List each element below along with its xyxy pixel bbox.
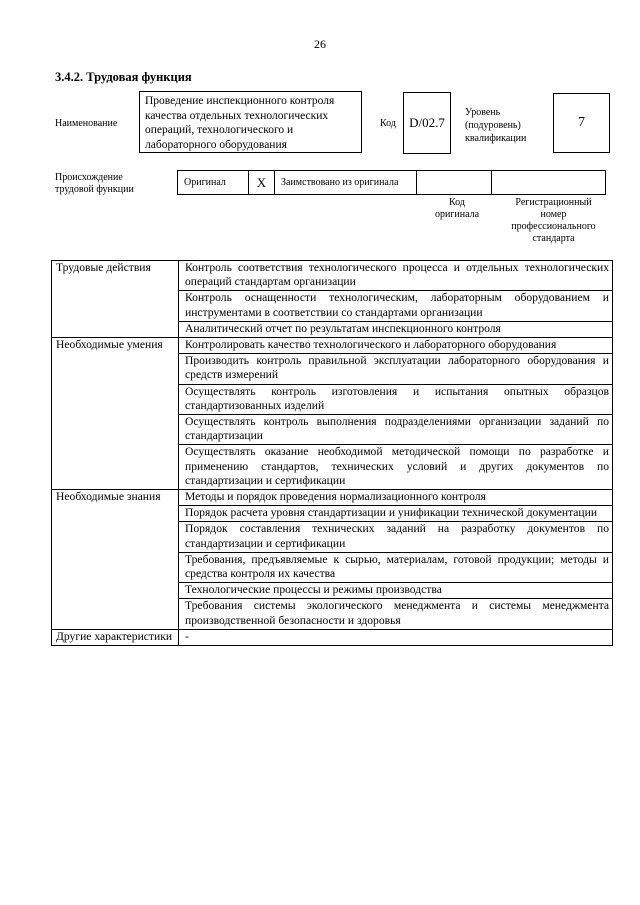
list-item: Производить контроль правильной эксплуатации лабораторного оборудования и средств измерений [179, 354, 613, 384]
level-label-line: Уровень [465, 107, 501, 118]
table-row [52, 338, 613, 354]
origin-label [55, 172, 134, 196]
function-name-box: Проведение инспекционного контроля качества отдельных технологических операций, технологического и лабораторного оборудования [139, 91, 362, 153]
list-item: Контроль оснащенности технологическим, лабораторным оборудованием и инструментами в соответствии со стандартами организации [179, 291, 613, 321]
knowledge-title: Необходимые знания [52, 490, 179, 630]
table-row [52, 490, 613, 506]
level-label-line: (подуровень) [465, 120, 521, 131]
level-value-box: 7 [553, 93, 610, 153]
reg-number-line: Регистрационный [515, 197, 592, 208]
code-original-line: оригинала [434, 209, 480, 220]
table-row [52, 261, 613, 291]
code-original-line: Код [449, 197, 465, 208]
list-item: Порядок расчета уровня стандартизации и унификации технической документации [179, 506, 613, 522]
actions-title: Трудовые действия [52, 261, 179, 338]
list-item: Требования системы экологического менеджмента и системы менеджмента производственной безопасности и здоровья [179, 599, 613, 629]
name-label: Наименование [55, 118, 118, 129]
reg-number-line: номер [540, 209, 567, 220]
code-label: Код [380, 118, 396, 129]
list-item: Осуществлять контроль изготовления и испытания опытных образцов стандартизованных изделий [179, 384, 613, 414]
list-item: Технологические процессы и режимы производства [179, 583, 613, 599]
reg-number-line: профессионального [511, 221, 596, 232]
list-item: Аналитический отчет по результатам инспекционного контроля [179, 321, 613, 337]
table-row [52, 629, 613, 645]
list-item: Требования, предъявляемые к сырью, материалам, готовой продукции; методы и средства контроля их качества [179, 552, 613, 582]
origin-reg-cell [491, 170, 606, 195]
list-item: Контроль соответствия технологического процесса и отдельных технологических операций стандартам организации [179, 261, 613, 291]
list-item: Методы и порядок проведения нормализационного контроля [179, 490, 613, 506]
other-title: Другие характеристики [52, 629, 179, 645]
list-item: Осуществлять контроль выполнения подразделениями организации заданий по стандартизации [179, 415, 613, 445]
origin-code-cell [416, 170, 492, 195]
origin-label-line: Происхождение [55, 172, 123, 183]
origin-label-line: трудовой функции [55, 184, 134, 195]
code-value-box: D/02.7 [403, 92, 451, 154]
function-details-table [51, 260, 613, 646]
origin-original-cell: Оригинал [177, 170, 249, 195]
section-heading: 3.4.2. Трудовая функция [55, 70, 192, 84]
list-item: Осуществлять оказание необходимой методической помощи по разработке и применению стандартов, технических условий и других документов по стандартизации и сертификации [179, 445, 613, 490]
code-original-label [418, 197, 496, 221]
list-item: Контролировать качество технологического и лабораторного оборудования [179, 338, 613, 354]
reg-number-line: стандарта [532, 233, 575, 244]
skills-title: Необходимые умения [52, 338, 179, 490]
level-label [465, 106, 526, 145]
origin-row [178, 170, 606, 195]
level-label-line: квалификации [465, 133, 527, 144]
origin-borrowed-cell: Заимствовано из оригинала [274, 170, 417, 195]
origin-mark-cell: X [248, 170, 275, 195]
page-number: 26 [314, 37, 326, 51]
reg-number-label [496, 197, 611, 245]
list-item: - [179, 629, 613, 645]
list-item: Порядок составления технических заданий на разработку документов по стандартизации и сертификации [179, 522, 613, 552]
